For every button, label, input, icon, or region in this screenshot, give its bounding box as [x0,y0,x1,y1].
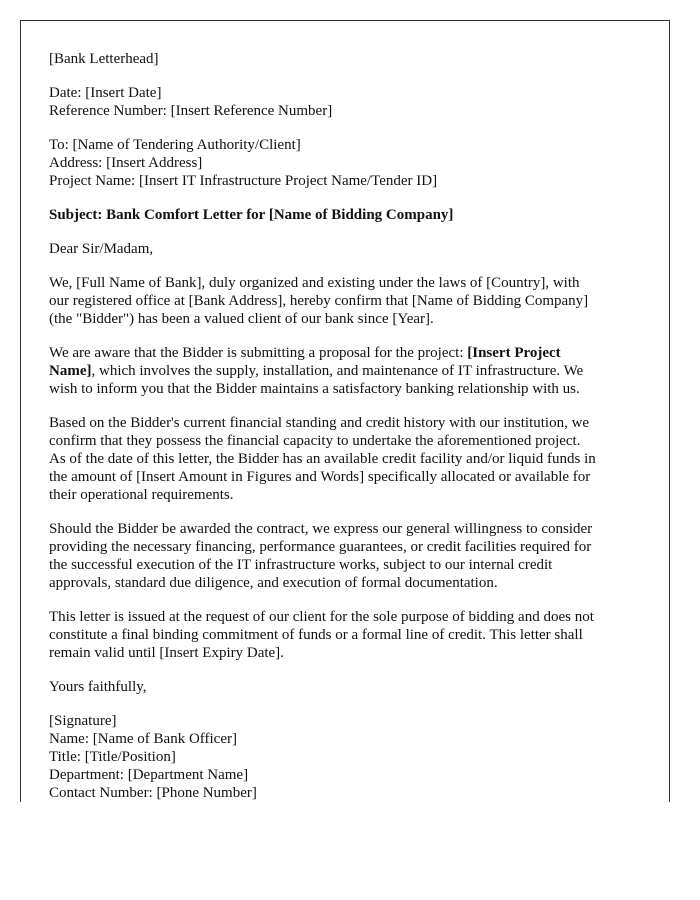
text-segment: approvals, standard due diligence, and execution of formal documentation. [49,575,498,591]
body-paragraph-4 [49,520,669,592]
body-paragraph-2 [49,344,669,398]
text-segment: [Bank Letterhead] [49,51,159,67]
subject-line [49,206,669,224]
date-reference [49,84,669,120]
text-segment: Yours faithfully, [49,679,147,695]
text-segment: Should the Bidder be awarded the contract, we express our general willingness to consider [49,521,593,537]
text-line [49,84,669,102]
bold-text: [Insert Project [467,345,561,361]
text-segment: Name: [Name of Bank Officer] [49,731,237,747]
text-segment: Contact Number: [Phone Number] [49,785,257,801]
text-segment: Department: [Department Name] [49,767,249,783]
letterhead [49,50,669,68]
text-line [49,136,669,154]
text-segment: We, [Full Name of Bank], duly organized and existing under the laws of [Country], with [49,275,580,291]
text-line [49,574,669,592]
text-line [49,414,669,432]
bold-text: Name] [49,363,92,379]
salutation [49,240,669,258]
text-segment: (the "Bidder") has been a valued client of our bank since [Year]. [49,311,434,327]
letter-page [20,20,670,802]
text-segment: remain valid until [Insert Expiry Date]. [49,645,284,661]
text-line [49,748,669,766]
text-line [49,450,669,468]
text-line [49,310,669,328]
text-line [49,154,669,172]
text-line [49,730,669,748]
text-segment: our registered office at [Bank Address], hereby confirm that [Name of Bidding Company] [49,293,589,309]
text-line [49,608,669,626]
text-segment: the successful execution of the IT infrastructure works, subject to our internal credit [49,557,553,573]
text-segment: To: [Name of Tendering Authority/Client] [49,137,301,153]
text-line [49,486,669,504]
text-segment: Reference Number: [Insert Reference Number] [49,103,333,119]
text-segment: Dear Sir/Madam, [49,241,154,257]
text-line [49,626,669,644]
text-segment: As of the date of this letter, the Bidder has an available credit facility and/or liquid funds in [49,451,596,467]
text-segment: , which involves the supply, installation, and maintenance of IT infrastructure. We [91,363,584,379]
text-segment: [Signature] [49,713,117,729]
text-segment: This letter is issued at the request of our client for the sole purpose of bidding and does not [49,609,594,625]
text-segment: providing the necessary financing, performance guarantees, or credit facilities required for [49,539,592,555]
text-line [49,362,669,380]
text-line [49,712,669,730]
text-segment: constitute a final binding commitment of funds or a formal line of credit. This letter shall [49,627,583,643]
text-line [49,380,669,398]
text-segment: their operational requirements. [49,487,234,503]
text-line [49,206,669,224]
body-paragraph-3 [49,414,669,504]
text-line [49,468,669,486]
text-line [49,50,669,68]
text-line [49,172,669,190]
text-line [49,344,669,362]
text-segment: Project Name: [Insert IT Infrastructure Project Name/Tender ID] [49,173,438,189]
text-line [49,432,669,450]
text-segment: We are aware that the Bidder is submitting a proposal for the project: [49,345,468,361]
closing [49,678,669,696]
text-line [49,556,669,574]
text-line [49,766,669,784]
body-paragraph-1 [49,274,669,328]
text-line [49,274,669,292]
text-segment: the amount of [Insert Amount in Figures and Words] specifically allocated or available for [49,469,591,485]
text-segment: wish to inform you that the Bidder maintains a satisfactory banking relationship with us. [49,381,580,397]
text-segment: Based on the Bidder's current financial standing and credit history with our institution, we [49,415,590,431]
text-line [49,784,669,802]
text-line [49,102,669,120]
bold-text: Subject: Bank Comfort Letter for [Name of Bidding Company] [49,207,454,223]
text-segment: Date: [Insert Date] [49,85,162,101]
text-segment: confirm that they possess the financial capacity to undertake the aforementioned project. [49,433,581,449]
text-line [49,520,669,538]
signature-block [49,712,669,802]
text-line [49,240,669,258]
text-line [49,678,669,696]
recipient-block [49,136,669,190]
text-line [49,292,669,310]
text-line [49,644,669,662]
text-segment: Title: [Title/Position] [49,749,176,765]
text-segment: Address: [Insert Address] [49,155,203,171]
text-line [49,538,669,556]
body-paragraph-5 [49,608,669,662]
